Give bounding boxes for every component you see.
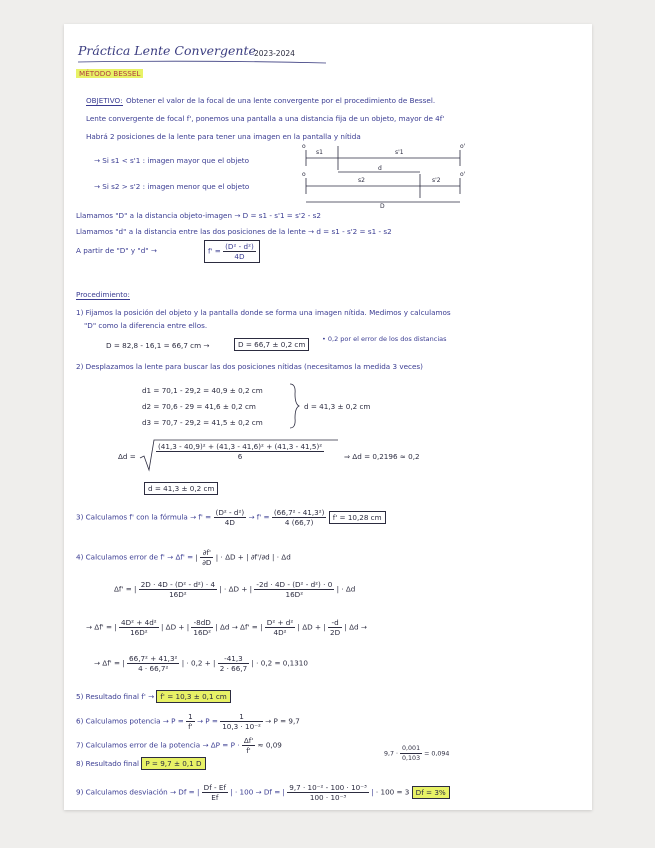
s6-num-2: 1 [220, 712, 263, 722]
e2-lhs: → Δf' = [86, 622, 113, 632]
title-underline [78, 60, 328, 64]
s7-side-num: 0,001 [402, 745, 421, 752]
s6-mid: → P = [196, 716, 218, 726]
e2-den-1: 16D² [130, 628, 148, 637]
s7-side-end: = 0,094 [424, 750, 450, 758]
distance-D-box: D = 66,7 ± 0,2 cm [234, 338, 309, 351]
s7-side: 9,7 · [384, 750, 399, 758]
diagram-label-o: o [302, 143, 306, 150]
step-4-rest: · ΔD + | ∂f'/∂d | · Δd [220, 552, 291, 562]
step-7 [76, 736, 282, 755]
focal-formula-lhs: f' = [208, 246, 221, 256]
s7-den: f' [246, 746, 251, 755]
s9-num-1: Df - Ef [203, 783, 226, 792]
diagram-label-s1: s1 [316, 149, 323, 156]
step-4-label: 4) Calculamos error de f' → Δf' = [76, 552, 194, 562]
error-expansion-2: → Δf' = | $\frac{\text{4D² + 4d²}}{\text{16D²}}$ | ΔD + | $\frac{-8dD}{\text{16D²}}$ | Δd → Δf' = | $\frac{\text{D² + d²}}{\text{4D²}}$ | ΔD + | $\frac{-d}{2D}$ | Δd → [86, 618, 367, 637]
diagram-label-o-prime: o' [460, 143, 466, 150]
e1-mid: · ΔD + [224, 584, 248, 594]
e2-num-4: -d [328, 618, 342, 628]
step-3-label: 3) Calculamos f' con la fórmula → f' = [76, 512, 212, 522]
step-4: 4) Calculamos error de f' → Δf' = | $\frac{\partial f'}{\partial D}$ | · ΔD + | ∂f'/∂d | · Δd [76, 548, 291, 567]
e3-den-1: 4 · 66,7² [138, 664, 169, 673]
e1-den-2: 16D² [285, 590, 304, 599]
step-8-label: 8) Resultado final [76, 759, 140, 768]
method-heading: MÉTODO BESSEL [76, 69, 143, 78]
step-6-label: 6) Calculamos potencia → P = [76, 716, 184, 726]
measurement-brace [288, 382, 300, 430]
s9-num-2: 9,7 · 10⁻² - 100 · 10⁻³ [289, 783, 367, 792]
delta-d-fraction [156, 442, 324, 461]
step-7-label: 7) Calculamos error de la potencia → ΔP = P · [76, 740, 240, 750]
e3-end: · 0,2 = 0,1310 [256, 658, 308, 668]
diagram-label-o-prime-2: o' [460, 171, 466, 178]
objective-line-3: Habrá 2 posiciones de la lente para tener una imagen en la pantalla y nítida [86, 132, 361, 141]
course-year: 2023-2024 [254, 49, 295, 58]
procedure-heading: Procedimiento: [76, 290, 130, 299]
step-1-line-1: 1) Fijamos la posición del objeto y la pantalla donde se forma una imagen nítida. Medimos y calculamos [76, 308, 451, 317]
e1-num-2: -2d · 4D - (D² - d²) · 0 [256, 580, 333, 589]
e2-den-2: 16D² [193, 628, 211, 637]
step-3-arrow: → f' = [248, 512, 270, 522]
delta-d-denominator: 6 [237, 452, 243, 461]
step-9: 9) Calculamos desviación → Df = | $\frac{Df - Ef}{Ef}$ | · 100 → Df = | $\frac{\text{9,7 · 10⁻² - 100 · 10⁻³}}{\text{100 · 10⁻³}}$ | · 100 = 3 Df = 3% [76, 783, 450, 802]
objective-line-2: Lente convergente de focal f', ponemos una pantalla a una distancia fija de un objeto, mayor de 4f' [86, 114, 445, 123]
step-3-den-1: 4D [224, 518, 235, 527]
diagram-label-s2: s2 [358, 177, 365, 184]
diagram-label-o-2: o [302, 171, 306, 178]
e1-den-1: 16D² [169, 590, 187, 599]
s9-end: · 100 = 3 [375, 787, 410, 797]
e2-mid: ΔD + [165, 622, 185, 632]
step-3-num-2: (66,7² - 41,3²) [273, 508, 325, 517]
e1-lhs: Δf' = [114, 584, 132, 594]
diagram-label-D: D [380, 203, 385, 210]
distance-D-note: • 0,2 por el error de los dos distancias [322, 335, 447, 343]
error-expansion-1: Δf' = | $\frac{\text{2D · 4D - (D² - d²) · 4}}{\text{16D²}}$ | · ΔD + | $\frac{\text{-2d · 4D - (D² - d²) · 0}}{\text{16D²}}$ | · Δd [114, 580, 356, 599]
delta-d-numerator: (41,3 - 40,9)² + (41,3 - 41,6)² + (41,3 - 41,5)² [158, 442, 323, 451]
e2-mid-3: ΔD + [302, 622, 322, 632]
deviation-box: Df = 3% [412, 786, 450, 799]
bessel-diagram [300, 142, 470, 208]
e3-num-2: -41,3 [218, 654, 249, 664]
step-3-den-2: 4 (66,7) [284, 518, 314, 527]
e1-num-1: 2D · 4D - (D² - d²) · 4 [140, 580, 216, 589]
d-mean: d = 41,3 ± 0,2 cm [304, 402, 371, 411]
step-5 [76, 692, 231, 701]
s7-end: ≈ 0,09 [257, 740, 282, 750]
s6-den-1: f' [188, 722, 193, 731]
s7-side-den: 0,103 [402, 755, 421, 762]
focal-formula-numerator: (D² - d²) [225, 242, 254, 251]
definition-d: Llamamos "d" a la distancia entre las dos posiciones de la lente → d = s1 - s'2 = s1 - s2 [76, 227, 392, 236]
s9-den-1: Ef [211, 793, 219, 802]
notebook-page [64, 24, 592, 810]
measurement-d1: d1 = 70,1 - 29,2 = 40,9 ± 0,2 cm [142, 386, 263, 395]
s6-num-1: 1 [188, 712, 193, 721]
objective-line-1: Obtener el valor de la focal de una lente convergente por el procedimiento de Bessel. [126, 96, 436, 105]
step-8 [76, 759, 206, 768]
e3-den-2: 2 · 66,7 [219, 664, 248, 673]
s6-end: → P = 9,7 [265, 716, 300, 726]
s9-mid: · 100 → Df = [234, 787, 281, 797]
measurement-d3: d3 = 70,7 - 29,2 = 41,5 ± 0,2 cm [142, 418, 263, 427]
case-2: → Si s2 > s'2 : imagen menor que el objeto [94, 182, 250, 191]
e2-mid-2: Δd → Δf' = [219, 622, 258, 632]
case-1: → Si s1 < s'1 : imagen mayor que el objeto [94, 156, 249, 165]
e2-num-3: D² + d² [266, 618, 294, 627]
e2-end: Δd → [349, 622, 367, 632]
e3-mid: · 0,2 + [186, 658, 211, 668]
page-title: Práctica Lente Convergente [78, 43, 256, 58]
focal-formula-box [204, 240, 260, 263]
e1-end: · Δd [341, 584, 356, 594]
e3-num-1: 66,7² + 41,3² [129, 654, 178, 663]
e2-den-3: 4D² [273, 628, 287, 637]
d-result-box: d = 41,3 ± 0,2 cm [144, 482, 218, 495]
objective-label: OBJETIVO: [86, 96, 123, 105]
s6-den-2: 10,3 · 10⁻² [222, 722, 261, 731]
focal-formula-denominator: 4D [234, 252, 245, 261]
delta-d-result: ⇒ Δd = 0,2196 ≈ 0,2 [344, 452, 420, 461]
step-7-side [384, 744, 449, 763]
step-3-num-1: (D² - d²) [215, 508, 245, 517]
measurement-d2: d2 = 70,6 - 29 = 41,6 ± 0,2 cm [142, 402, 256, 411]
distance-D-calc: D = 82,8 - 16,1 = 66,7 cm → [106, 341, 210, 350]
final-focal-box: f' = 10,3 ± 0,1 cm [156, 690, 230, 703]
definition-from: A partir de "D" y "d" → [76, 246, 157, 255]
e2-num-2: -8dD [191, 618, 213, 628]
final-power-box: P = 9,7 ± 0,1 D [141, 757, 205, 770]
step-6 [76, 712, 300, 731]
step-1-line-2: "D" como la diferencia entre ellos. [84, 321, 208, 330]
e2-num-1: 4D² + 4d² [121, 618, 157, 627]
delta-d-lhs: Δd = [118, 452, 136, 461]
definition-D: Llamamos "D" a la distancia objeto-imagen → D = s1 - s'1 = s'2 - s2 [76, 211, 321, 220]
step-5-label: 5) Resultado final f' → [76, 692, 155, 701]
step-9-label: 9) Calculamos desviación → Df = [76, 787, 195, 797]
step-3 [76, 508, 386, 527]
e3-lhs: → Δf' = [94, 658, 121, 668]
s9-den-2: 100 · 10⁻³ [309, 793, 347, 802]
diagram-label-s1-prime: s'1 [395, 149, 404, 156]
diagram-label-s2-prime: s'2 [432, 177, 441, 184]
error-expansion-3: → Δf' = | $\frac{\text{66,7² + 41,3²}}{\text{4 · 66,7²}}$ | · 0,2 + | $\frac{-41,3}{2 \cdot 66,7}$ | · 0,2 = 0,1310 [94, 654, 308, 673]
focal-result-box: f' = 10,28 cm [329, 511, 386, 524]
e2-den-4: 2D [330, 628, 341, 637]
s7-num: Δf' [243, 736, 254, 745]
step-2: 2) Desplazamos la lente para buscar las dos posiciones nítidas (necesitamos la medida 3 veces) [76, 362, 423, 371]
diagram-label-d: d [378, 165, 382, 172]
